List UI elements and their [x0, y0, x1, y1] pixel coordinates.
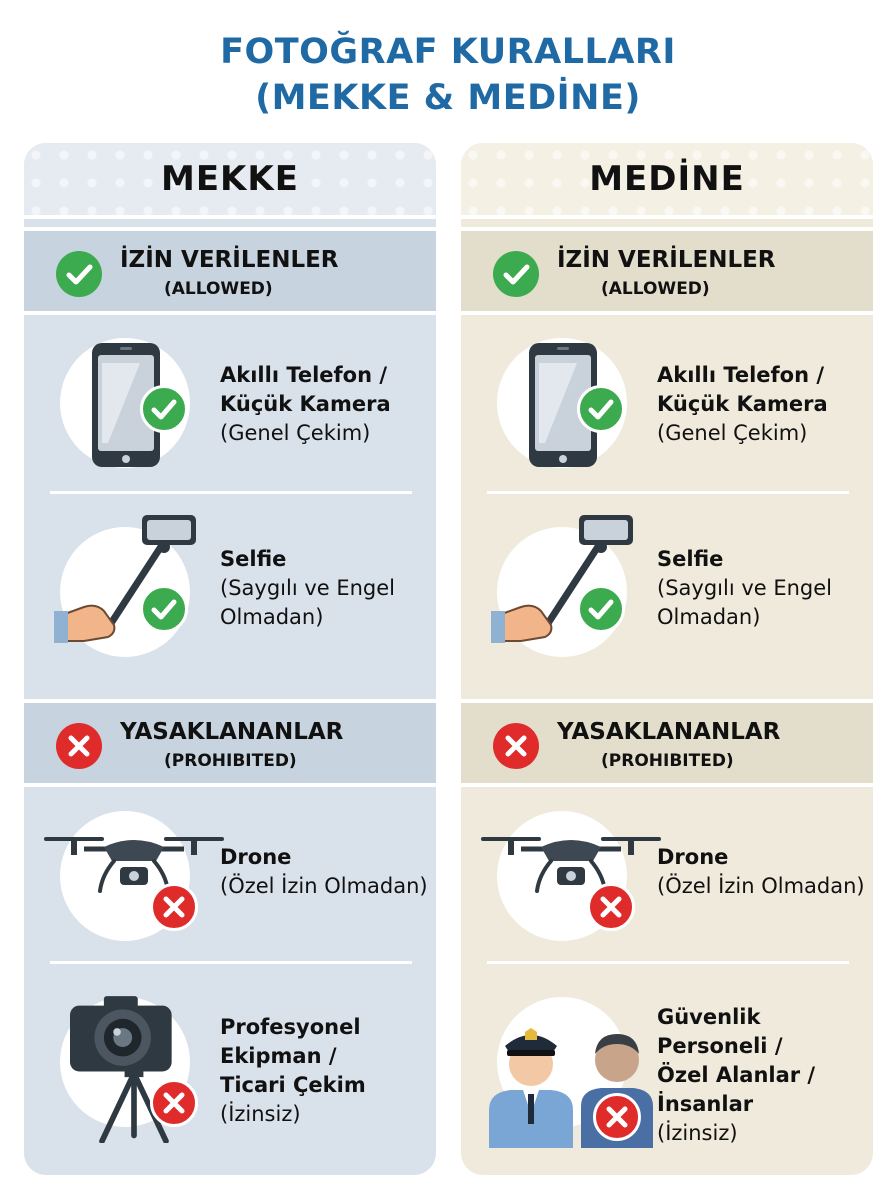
- mekke-item-drone: [24, 795, 436, 955]
- item-note: Olmadan): [657, 605, 761, 629]
- mekke-selfie-text: [220, 545, 395, 632]
- item-note: (Saygılı ve Engel: [220, 576, 396, 600]
- item-label: Küçük Kamera: [220, 392, 391, 416]
- item-label: Personeli /: [657, 1034, 783, 1058]
- selfie-stick-icon: [44, 507, 224, 667]
- item-note: Olmadan): [220, 605, 324, 629]
- item-label: Ticari Çekim: [220, 1073, 366, 1097]
- divider: [487, 961, 849, 964]
- medine-allowed-subtitle: (ALLOWED): [601, 279, 710, 299]
- divider: [50, 491, 412, 494]
- mekke-column: [24, 143, 436, 1175]
- medine-item-selfie: [461, 501, 873, 681]
- x-circle-icon: [493, 723, 539, 769]
- mekke-allowed-title: İZİN VERİLENLER: [120, 247, 339, 273]
- check-circle-icon: [140, 385, 188, 433]
- item-label: Özel Alanlar /: [657, 1063, 816, 1087]
- check-circle-icon: [577, 585, 625, 633]
- check-circle-icon: [493, 251, 539, 297]
- item-label: Selfie: [657, 547, 724, 571]
- item-label: Akıllı Telefon /: [657, 363, 825, 387]
- mekke-column-title: MEKKE: [161, 159, 299, 199]
- mekke-phone-text: [220, 361, 391, 448]
- item-label: Drone: [220, 845, 292, 869]
- item-note: (Genel Çekim): [220, 421, 371, 445]
- item-label: Profesyonel: [220, 1015, 361, 1039]
- check-circle-icon: [140, 585, 188, 633]
- item-note: (İzinsiz): [657, 1121, 738, 1145]
- mekke-pro-text: [220, 1013, 366, 1129]
- medine-item-security: [461, 973, 873, 1173]
- x-circle-icon: [150, 883, 198, 931]
- divider: [50, 961, 412, 964]
- x-circle-icon: [593, 1093, 641, 1141]
- mekke-allowed-subtitle: (ALLOWED): [164, 279, 273, 299]
- mekke-prohibited-subtitle: (PROHIBITED): [164, 751, 297, 771]
- mekke-prohibited-section-header: [24, 699, 436, 787]
- medine-allowed-title: İZİN VERİLENLER: [557, 247, 776, 273]
- mekke-item-pro-camera: [24, 973, 436, 1168]
- item-note: (Saygılı ve Engel: [657, 576, 833, 600]
- page-subtitle: (MEKKE & MEDİNE): [255, 78, 641, 118]
- drone-icon: [44, 795, 224, 955]
- medine-header: [461, 143, 873, 219]
- x-circle-icon: [56, 723, 102, 769]
- divider: [487, 491, 849, 494]
- item-label: Drone: [657, 845, 729, 869]
- check-circle-icon: [56, 251, 102, 297]
- mekke-item-phone: [24, 323, 436, 483]
- selfie-stick-icon: [481, 507, 661, 667]
- mekke-allowed-section-header: [24, 227, 436, 315]
- smartphone-icon: [44, 323, 224, 483]
- item-label: İnsanlar: [657, 1092, 754, 1116]
- item-note: (İzinsiz): [220, 1102, 301, 1126]
- mekke-header: [24, 143, 436, 219]
- camera-tripod-icon: [44, 983, 224, 1143]
- mekke-drone-text: [220, 843, 428, 901]
- x-circle-icon: [587, 883, 635, 931]
- item-label: Ekipman /: [220, 1044, 337, 1068]
- mekke-item-selfie: [24, 501, 436, 681]
- medine-prohibited-subtitle: (PROHIBITED): [601, 751, 734, 771]
- medine-phone-text: [657, 361, 828, 448]
- item-label: Akıllı Telefon /: [220, 363, 388, 387]
- item-note: (Özel İzin Olmadan): [657, 874, 865, 898]
- medine-security-text: [657, 1003, 815, 1148]
- item-label: Güvenlik: [657, 1005, 761, 1029]
- medine-item-phone: [461, 323, 873, 483]
- x-circle-icon: [150, 1079, 198, 1127]
- item-label: Küçük Kamera: [657, 392, 828, 416]
- item-label: Selfie: [220, 547, 287, 571]
- medine-prohibited-section-header: [461, 699, 873, 787]
- medine-item-drone: [461, 795, 873, 955]
- medine-column-title: MEDİNE: [589, 159, 745, 199]
- medine-selfie-text: [657, 545, 832, 632]
- item-note: (Genel Çekim): [657, 421, 808, 445]
- medine-column: [461, 143, 873, 1175]
- drone-icon: [481, 795, 661, 955]
- item-note: (Özel İzin Olmadan): [220, 874, 428, 898]
- check-circle-icon: [577, 385, 625, 433]
- medine-drone-text: [657, 843, 865, 901]
- page-title: FOTOĞRAF KURALLARI: [220, 32, 676, 72]
- medine-prohibited-title: YASAKLANANLAR: [557, 719, 781, 745]
- smartphone-icon: [481, 323, 661, 483]
- mekke-prohibited-title: YASAKLANANLAR: [120, 719, 344, 745]
- medine-allowed-section-header: [461, 227, 873, 315]
